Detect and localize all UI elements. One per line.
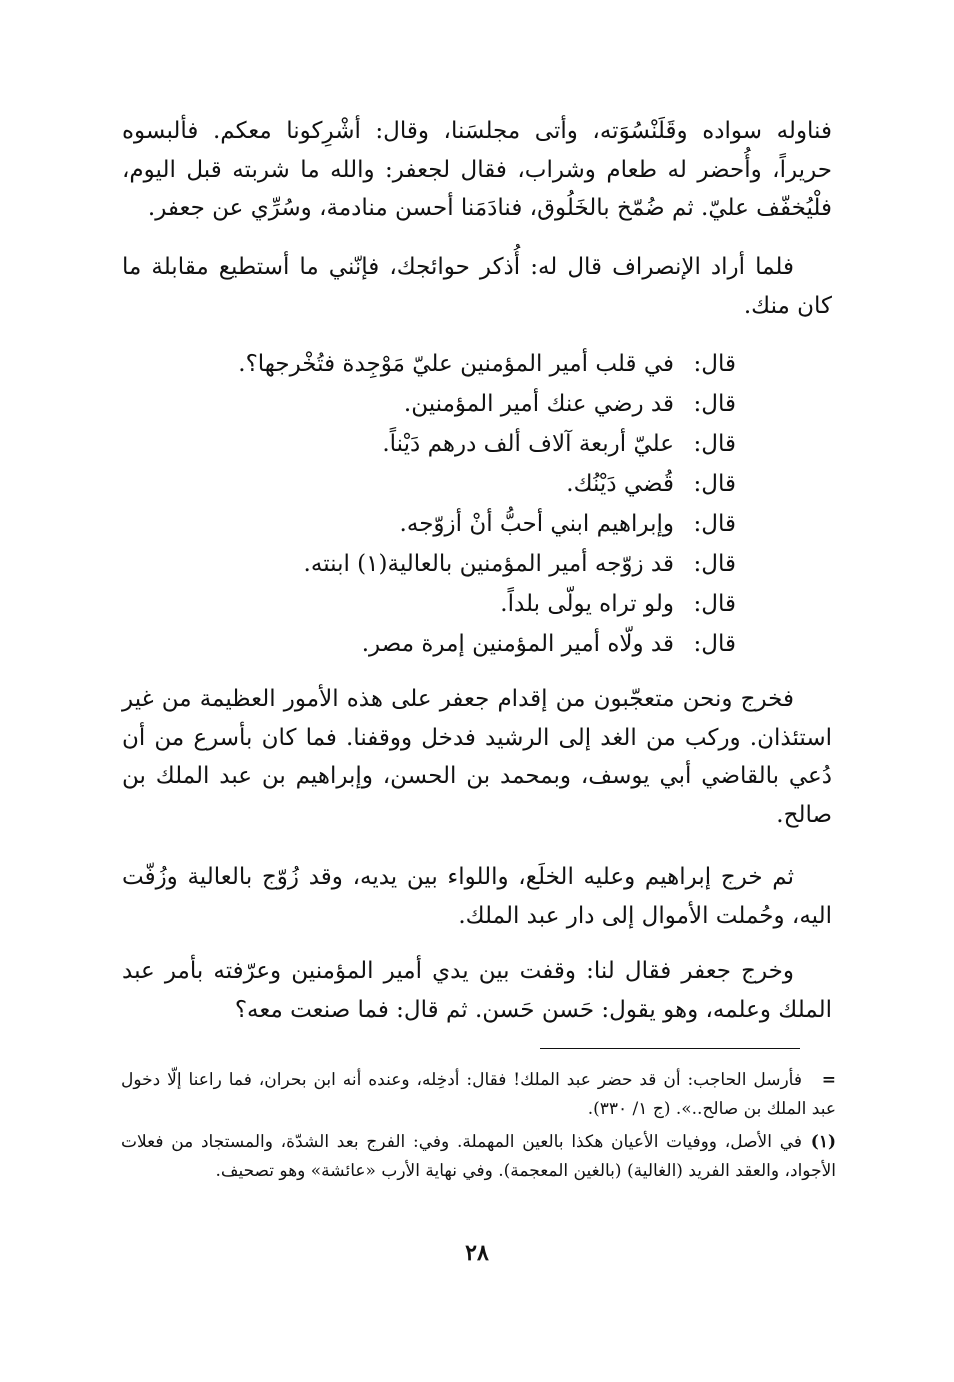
dialogue-line: قال:قد رضي عنك أمير المؤمنين. <box>403 391 736 417</box>
dialogue-line: قال:في قلب أمير المؤمنين عليّ مَوْجِدة فتُخْرجها؟. <box>238 351 736 377</box>
paragraph-2: فلما أراد الإنصراف قال له: أُذكر حوائجك، فإنّني ما أستطيع مقابلة ما كان منك. <box>122 254 832 319</box>
footnote-1: (١)في الأصل، ووفيات الأعيان هكذا بالعين المهملة. وفي: الفرج بعد الشدّة، والمستجاد من فعلات الأجواد، والعقد الفريد (الغالية) (بالغين المعجمة). وفي نهاية الأرب «عائشة» وهو تصحيف. <box>121 1132 836 1181</box>
paragraph-4: ثم خرج إبراهيم وعليه الخلَع، واللواء بين يديه، وقد زُوّج بالعالية وزُفّت اليه، وحُملت الأموال إلى دار عبد الملك. <box>122 864 832 929</box>
dialogue-line: قال:ولو تراه يولّى بلداً. <box>500 591 736 617</box>
dialogue-list <box>136 344 736 664</box>
dialogue-line: قال:عليّ أربعة آلاف ألف درهم دَيْناً. <box>382 431 736 457</box>
footnote-separator <box>540 1048 800 1049</box>
paragraph-1: فناوله سواده وقَلَنْسُوَته، وأتى مجلسَنا، وقال: أشْرِكونا معكم. فألبسوه حريراً، وأُحضر له طعام وشراب، فقال لجعفر: والله ما شربته قبل اليوم، فلْيُخفّف عليّ. ثم ضُمّخ بالخَلُوق، فنادَمَنا أحسن منادمة، وسُرِّي عن جعفر. <box>122 118 832 221</box>
dialogue-line: قال:قد زوّجه أمير المؤمنين بالعالية(١) ابنته. <box>303 551 736 577</box>
dialogue-line: قال:قُضي دَيْنُك. <box>566 471 736 497</box>
dialogue-line: قال:قد ولّاه أمير المؤمنين إمرة مصر. <box>361 631 736 657</box>
footnote-continued: =فأرسل الحاجب: أن قد حضر عبد الملك! فقال: أدخِله، وعنده أنه ابن بحران، فما راعنا إلّا دخول عبد الملك بن صالح..». (ج ١/ ٣٣٠). <box>121 1070 836 1119</box>
dialogue-line: قال:وإبراهيم ابني أحبُّ أنْ أزوّجه. <box>399 511 736 537</box>
paragraph-5: وخرج جعفر فقال لنا: وقفت بين يدي أمير المؤمنين وعرّفته بأمر عبد الملك وعلمه، وهو يقول: حَسن حَسن. ثم قال: فما صنعت معه؟ <box>122 958 832 1023</box>
page-number: ٢٨ <box>465 1240 489 1266</box>
paragraph-3: فخرج ونحن متعجّبون من إقدام جعفر على هذه الأمور العظيمة من غير استئذان. وركب من الغد إلى الرشيد فدخل ووقفنا. فما كان بأسرع من أن دُعي بالقاضي أبي يوسف، وبمحمد بن الحسن، وإبراهيم بن عبد الملك بن صالح. <box>122 686 832 828</box>
